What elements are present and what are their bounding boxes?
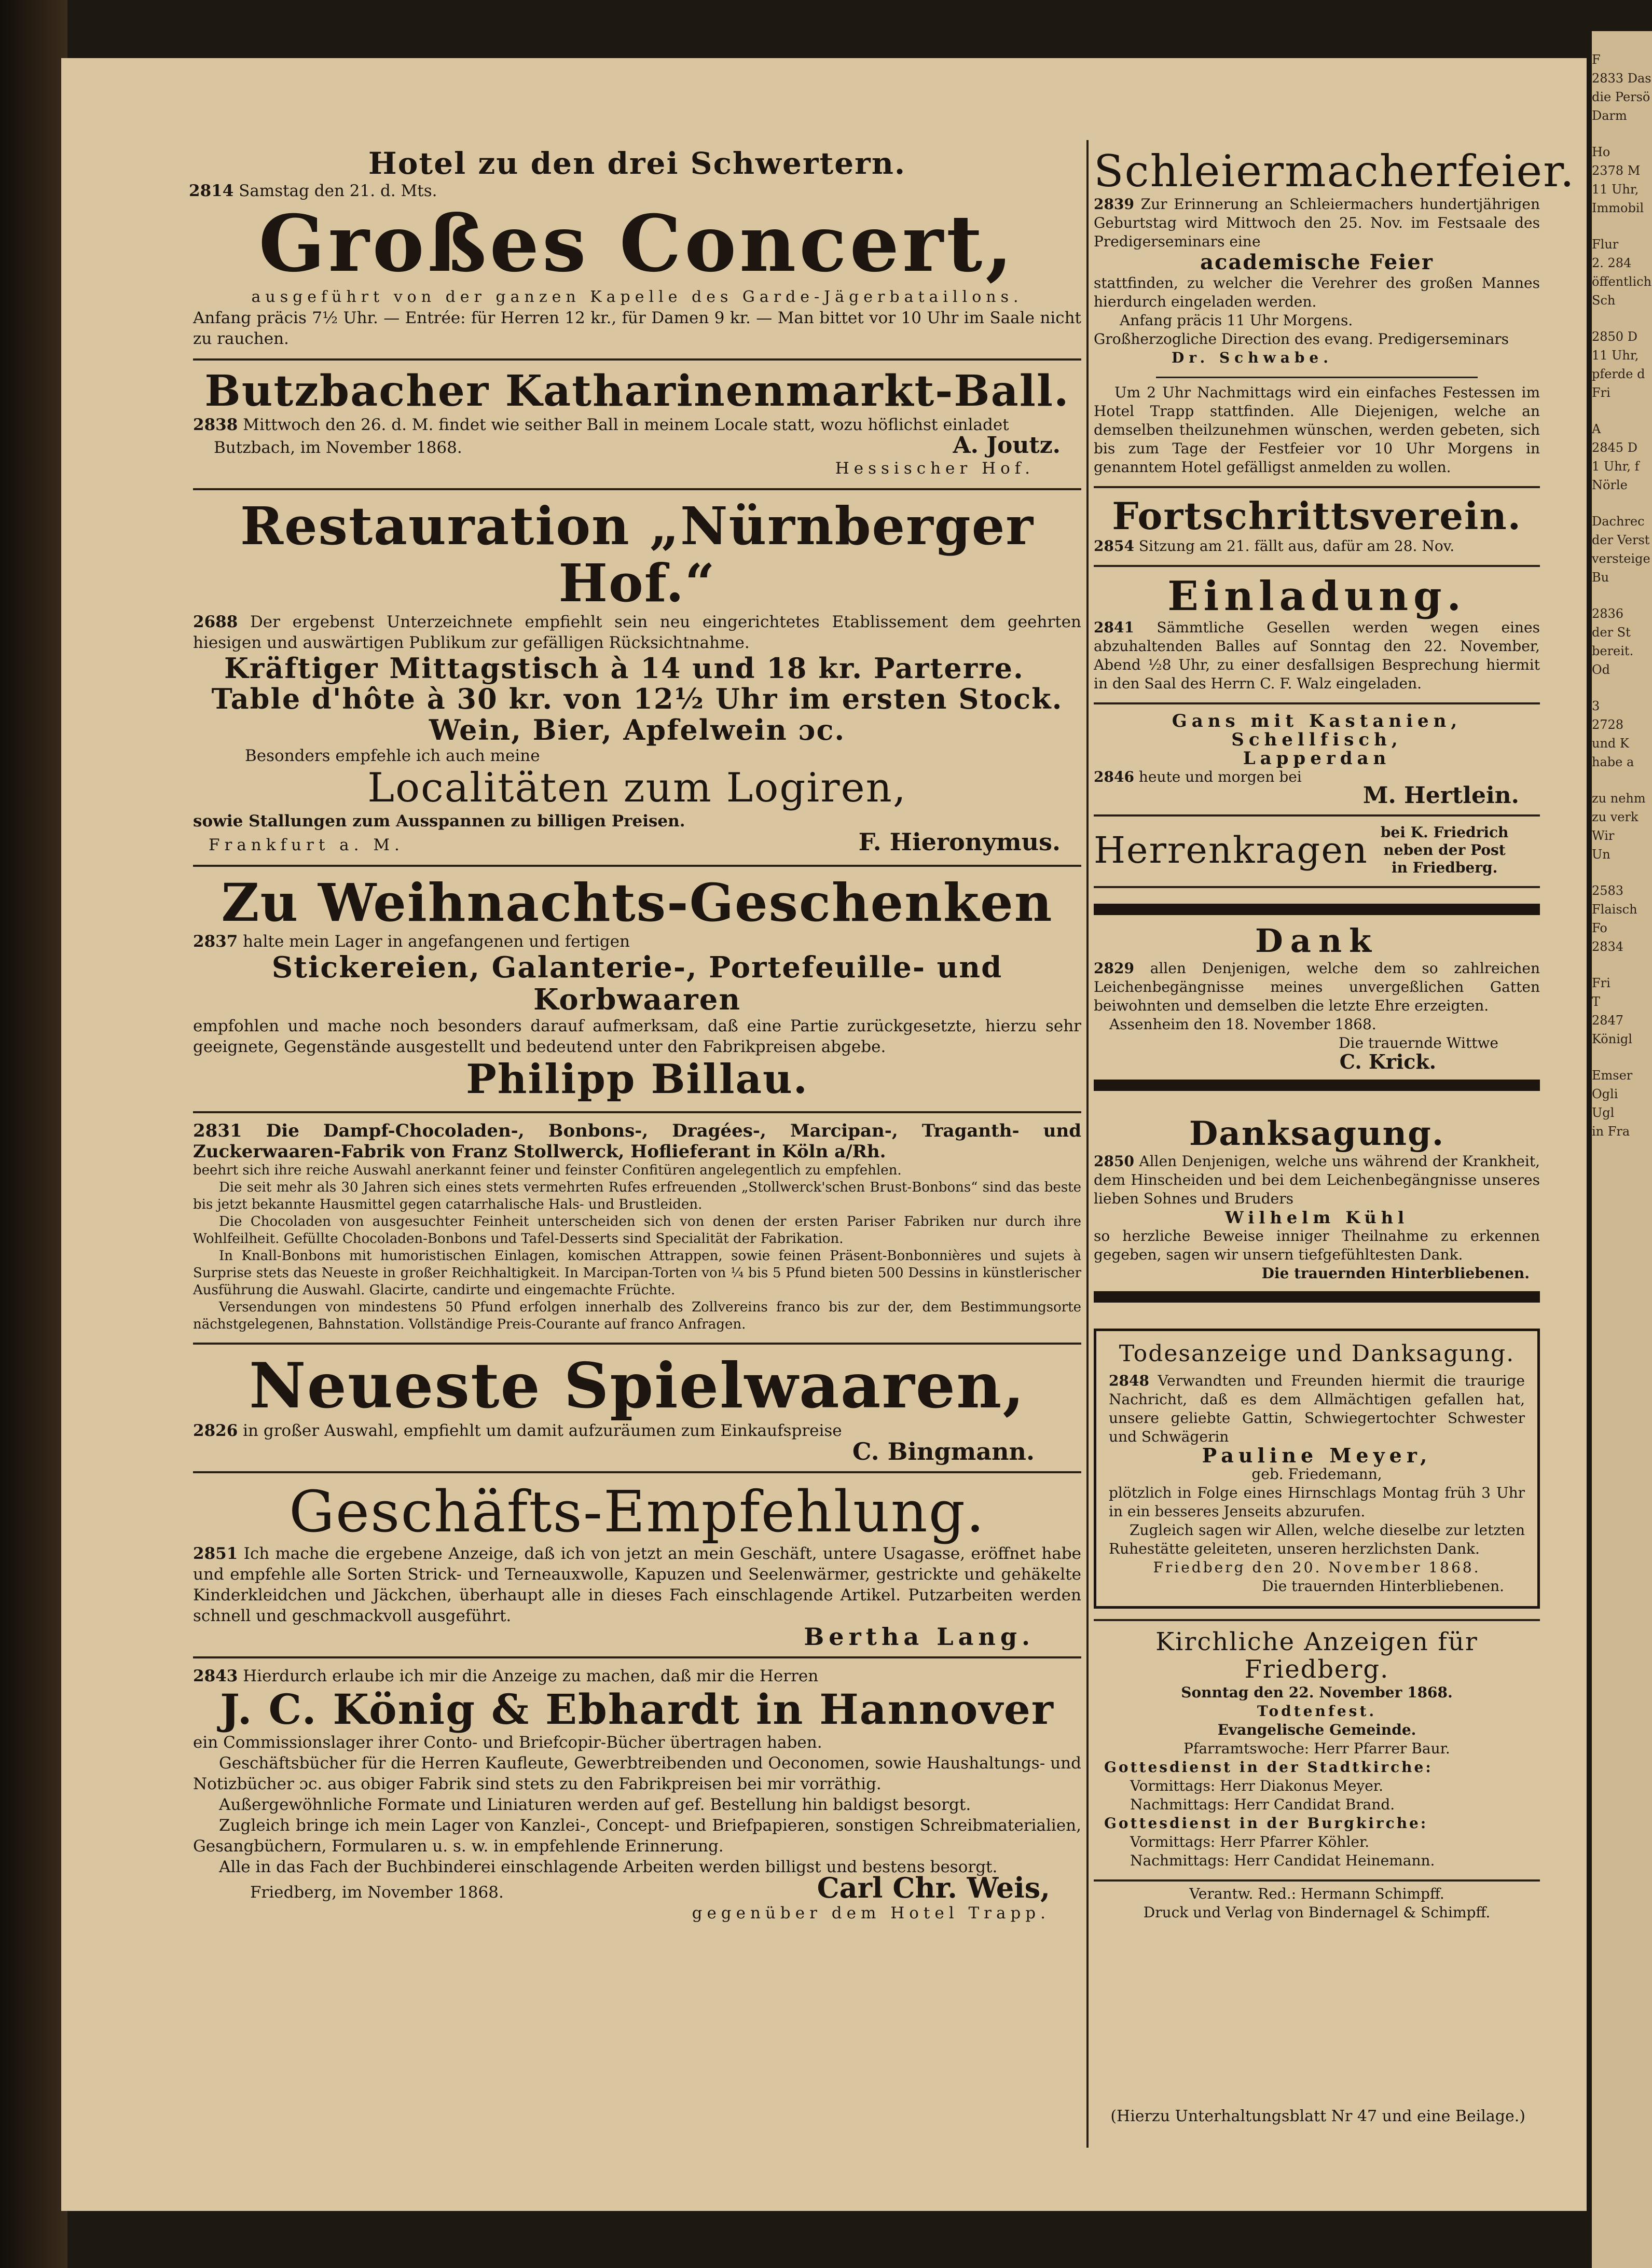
spiel-text: in großer Auswahl, empfiehlt um damit aufzuräumen zum Einkaufspreise bbox=[243, 1421, 842, 1440]
schleier-title: Schleiermacherfeier. bbox=[1094, 146, 1575, 197]
strip-fragment: versteige bbox=[1592, 551, 1650, 566]
kragen-line-1: bei K. Friedrich bbox=[1380, 824, 1509, 841]
black-rule bbox=[1094, 904, 1540, 915]
strip-fragment: Fri bbox=[1592, 385, 1610, 400]
weihnacht-signature: Philipp Billau. bbox=[466, 1056, 808, 1103]
restauration-line-6: sowie Stallungen zum Ausspannen zu billigen Preisen. bbox=[193, 811, 685, 831]
left-column bbox=[189, 140, 1082, 1933]
todes-place: Friedberg den 20. November 1868. bbox=[1153, 1559, 1481, 1576]
ball-signature: A. Joutz. bbox=[953, 432, 1061, 459]
dank-subtitle: Die trauernde Wittwe bbox=[1339, 1034, 1498, 1052]
schleier-text-4: Großherzogliche Direction des evang. Predigerseminars bbox=[1094, 330, 1509, 348]
koenig-p4: Zugleich bringe ich mein Lager von Kanzlei-, Concept- und Briefpapieren, sonstigen Schreibmaterialien, Gesangbüchern, Formularen u. s. w. in empfehlende Erinnerung. bbox=[193, 1816, 1081, 1856]
stollwerck-head: Die Dampf-Chocoladen-, Bonbons-, Dragées-, Marcipan-, Traganth- und Zuckerwaaren-Fabrik von Franz Stollwerck, Hoflieferant in Köln a/Rh. bbox=[193, 1120, 1081, 1162]
ad-fortschritt bbox=[1094, 488, 1540, 566]
strip-fragment: Bu bbox=[1592, 570, 1609, 585]
spiel-title: Neueste Spielwaaren, bbox=[249, 1349, 1026, 1422]
stollwerck-p1: beehrt sich ihre reiche Auswahl anerkannt feiner und feinster Confitüren angelegentlich zu empfehlen. bbox=[193, 1162, 902, 1178]
danksagung-name: Wilhelm Kühl bbox=[1224, 1207, 1409, 1227]
hotel-date: Samstag den 21. d. Mts. bbox=[239, 181, 437, 200]
strip-fragment: Ho bbox=[1592, 145, 1610, 159]
kragen-line-2: neben der Post bbox=[1383, 841, 1506, 859]
todes-geb: geb. Friedemann, bbox=[1251, 1465, 1382, 1483]
concert-line-2: Anfang präcis 7½ Uhr. — Entrée: für Herren 12 kr., für Damen 9 kr. — Man bittet vor 10 Uhr im Saale nicht zu rauchen. bbox=[193, 308, 1081, 348]
todes-text: Verwandten und Freunden hiermit die traurige Nachricht, daß es dem Allmächtigen gefallen hat, unsere geliebte Gattin, Schwiegertochter Schwester und Schwägerin bbox=[1109, 1372, 1525, 1446]
strip-fragment: und K bbox=[1592, 736, 1629, 751]
strip-fragment: F bbox=[1592, 52, 1601, 67]
dank-signature: C. Krick. bbox=[1339, 1049, 1436, 1073]
strip-fragment: Königl bbox=[1592, 1032, 1632, 1046]
strip-fragment: in Fra bbox=[1592, 1124, 1630, 1139]
todes-text-3: Zugleich sagen wir Allen, welche dieselbe zur letzten Ruhestätte geleiteten, unseren herzlichsten Dank. bbox=[1109, 1522, 1525, 1558]
stollwerck-p2: Die seit mehr als 30 Jahren sich eines stets vermehrten Rufes erfreuenden „Stollwerck'schen Brust-Bonbons“ sind das beste bis jetzt bekannte Hausmittel gegen catarrhalische Hals- und Brustleiden. bbox=[193, 1179, 1081, 1212]
ball-text: Mittwoch den 26. d. M. findet wie seither Ball in meinem Locale statt, wozu höflichst einladet bbox=[243, 415, 1009, 434]
ad-number: 2814 bbox=[189, 181, 234, 200]
ad-stollwerck bbox=[193, 1113, 1081, 1345]
geschaeft-text: Ich mache die ergebene Anzeige, daß ich von jetzt an mein Geschäft, untere Usagasse, eröffnet habe und empfehle alle Sorten Strick- und Terneauxwolle, Kapuzen und Seelenwärmer, gestrickte und gehäkelte Kinderkleidchen und Jäckchen, überhaupt alle in dieses Fach einschlagende Artikel. Putzarbeiten werden schnell und geschmackvoll ausgeführt. bbox=[193, 1544, 1082, 1625]
ad-schleiermacher bbox=[1094, 140, 1575, 488]
koenig-p3: Außergewöhnliche Formate und Liniaturen werden auf gef. Bestellung hin baldigst besorgt. bbox=[219, 1795, 971, 1814]
black-rule bbox=[1094, 1291, 1540, 1303]
ad-number: 2837 bbox=[193, 932, 238, 951]
dank-place: Assenheim den 18. November 1868. bbox=[1109, 1015, 1376, 1033]
strip-fragment: 2378 M bbox=[1592, 163, 1641, 178]
strip-fragment: Fo bbox=[1592, 921, 1607, 935]
gans-line-3: Lapperdan bbox=[1243, 748, 1391, 769]
kirche-stadtkirche: Gottesdienst in der Stadtkirche: bbox=[1104, 1758, 1433, 1776]
ad-hotel-concert bbox=[189, 140, 1081, 361]
ad-number: 2838 bbox=[193, 415, 238, 434]
ad-number: 2688 bbox=[193, 612, 238, 631]
ad-ball bbox=[193, 361, 1081, 490]
koenig-intro: Hierdurch erlaube ich mir die Anzeige zu machen, daß mir die Herren bbox=[243, 1666, 819, 1685]
weihnacht-line: Stickereien, Galanterie-, Portefeuille- und Korbwaaren bbox=[271, 950, 1003, 1017]
strip-fragment: Ogli bbox=[1592, 1087, 1618, 1101]
gans-line-2: Schellfisch, bbox=[1231, 729, 1402, 751]
schleier-text-2: stattfinden, zu welcher die Verehrer des großen Mannes hierdurch eingeladen werden. bbox=[1094, 274, 1540, 311]
ad-todesanzeige bbox=[1094, 1329, 1540, 1609]
danksagung-signature: Die trauernden Hinterbliebenen. bbox=[1261, 1264, 1530, 1282]
koenig-p1: ein Commissionslager ihrer Conto- und Briefcopir-Bücher übertragen haben. bbox=[193, 1733, 822, 1752]
strip-fragment: Fri bbox=[1592, 976, 1610, 990]
koenig-subtitle: gegenüber dem Hotel Trapp. bbox=[692, 1903, 1050, 1923]
stollwerck-p4: In Knall-Bonbons mit humoristischen Einlagen, komischen Attrappen, sowie feinen Präsent-Bonbonnières und sujets à Surprise stets das Neueste in großer Reichhaltigkeit. In Marcipan-Torten von ¼ bis 5 Pfund bieten 500 Dessins in künstlerischer Ausführung die Auswahl. Glacirte, candirte und eingemachte Früchte. bbox=[193, 1248, 1081, 1298]
strip-fragment: öffentlich bbox=[1592, 274, 1652, 289]
dank-title: Dank bbox=[1255, 922, 1379, 960]
strip-fragment: habe a bbox=[1592, 755, 1634, 769]
strip-fragment: Emser bbox=[1592, 1068, 1633, 1083]
ad-number: 2850 bbox=[1094, 1152, 1134, 1170]
strip-fragment: zu verk bbox=[1592, 810, 1639, 824]
todes-text-2: plötzlich in Folge eines Hirnschlags Montag früh 3 Uhr in ein besseres Jenseits abzurufen. bbox=[1109, 1484, 1525, 1520]
koenig-place: Friedberg, im November 1868. bbox=[250, 1883, 504, 1902]
koenig-signature: Carl Chr. Weis, bbox=[817, 1871, 1050, 1904]
todes-title: Todesanzeige und Danksagung. bbox=[1119, 1340, 1515, 1367]
weihnacht-text-1: halte mein Lager in angefangenen und fertigen bbox=[243, 932, 630, 951]
ad-number: 2839 bbox=[1094, 196, 1134, 213]
black-rule bbox=[1094, 1080, 1540, 1091]
geschaeft-title: Geschäfts-Empfehlung. bbox=[289, 1478, 985, 1545]
todes-signature: Die trauernden Hinterbliebenen. bbox=[1262, 1578, 1504, 1595]
strip-fragment: Immobil bbox=[1592, 201, 1644, 215]
strip-fragment: 2583 bbox=[1592, 883, 1624, 898]
concert-line-1: ausgeführt von der ganzen Kapelle des Garde-Jägerbataillons. bbox=[251, 287, 1023, 306]
strip-fragment: 1 Uhr, f bbox=[1592, 459, 1640, 474]
einladung-title: Einladung. bbox=[1167, 572, 1466, 620]
book-spine bbox=[0, 0, 67, 2268]
restauration-signature: F. Hieronymus. bbox=[858, 827, 1061, 856]
weihnacht-title: Zu Weihnachts-Geschenken bbox=[221, 872, 1053, 933]
restauration-line-4: Besonders empfehle ich auch meine bbox=[245, 746, 540, 766]
ball-title: Butzbacher Katharinenmarkt-Ball. bbox=[204, 366, 1070, 416]
footer-druck: Druck und Verlag von Bindernagel & Schimpff. bbox=[1143, 1903, 1491, 1921]
strip-fragment: 2845 D bbox=[1592, 440, 1637, 455]
ad-number: 2826 bbox=[193, 1421, 238, 1440]
right-column bbox=[1094, 140, 1575, 1922]
strip-fragment: 11 Uhr, bbox=[1592, 182, 1639, 197]
kragen-title: Herrenkragen bbox=[1094, 828, 1368, 872]
fortschritt-title: Fortschrittsverein. bbox=[1112, 494, 1522, 538]
ad-number: 2848 bbox=[1109, 1372, 1149, 1390]
strip-fragment: Un bbox=[1592, 847, 1610, 862]
hotel-name: Hotel zu den drei Schwertern. bbox=[368, 146, 906, 181]
strip-fragment: Flaisch bbox=[1592, 902, 1637, 917]
stollwerck-p5: Versendungen von mindestens 50 Pfund erfolgen innerhalb des Zollvereins franco bis zur der, dem Bestimmungsorte nächstgelegenen, Bahnstation. Vollständige Preis-Courante auf franco Anfragen. bbox=[193, 1299, 1081, 1332]
ad-weihnacht bbox=[193, 867, 1081, 1113]
strip-fragment: Ugl bbox=[1592, 1105, 1615, 1120]
strip-fragment: der Verst bbox=[1592, 533, 1650, 547]
ad-number: 2841 bbox=[1094, 619, 1134, 637]
kirche-burg-1: Vormittags: Herr Pfarrer Köhler. bbox=[1130, 1833, 1370, 1850]
dank-text: allen Denjenigen, welche dem so zahlreichen Leichenbegängnisse meines unvergeßlichen Gatten beiwohnten und demselben die letzte Ehre erzeigten. bbox=[1094, 959, 1540, 1014]
danksagung-text-2: so herzliche Beweise inniger Theilnahme zu erkennen gegeben, sagen wir unsern tiefgefühltesten Dank. bbox=[1094, 1227, 1540, 1263]
kirche-fest: Todtenfest. bbox=[1257, 1702, 1377, 1720]
einladung-text: Sämmtliche Gesellen werden wegen eines abzuhaltenden Balles auf Sonntag den 22. November, Abend ½8 Uhr, zu einer desfallsigen Besprechung hiermit in den Saal des Herrn C. F. Walz eingeladen. bbox=[1094, 619, 1540, 693]
ad-koenig bbox=[193, 1658, 1081, 1933]
strip-fragment: Nörle bbox=[1592, 478, 1628, 492]
footer-beilage: (Hierzu Unterhaltungsblatt Nr 47 und eine Beilage.) bbox=[1110, 2107, 1525, 2125]
danksagung-text: Allen Denjenigen, welche uns während der Krankheit, dem Hinscheiden und bei dem Leichenbegängnisse unseres lieben Sohnes und Bruders bbox=[1094, 1152, 1540, 1207]
todes-name: Pauline Meyer, bbox=[1202, 1444, 1432, 1468]
ad-einladung bbox=[1094, 567, 1540, 705]
concert-title: Großes Concert, bbox=[258, 198, 1016, 289]
strip-fragment: 2834 bbox=[1592, 939, 1624, 954]
strip-fragment: der St bbox=[1592, 625, 1631, 640]
kirche-gemeinde: Evangelische Gemeinde. bbox=[1217, 1721, 1416, 1738]
kirche-stadt-1: Vormittags: Herr Diakonus Meyer. bbox=[1130, 1777, 1383, 1794]
geschaeft-signature: Bertha Lang. bbox=[804, 1622, 1035, 1651]
kirche-burgkirche: Gottesdienst in der Burgkirche: bbox=[1104, 1814, 1428, 1832]
strip-fragment: 2847 bbox=[1592, 1013, 1624, 1028]
restauration-title: Restauration „Nürnberger Hof.“ bbox=[240, 495, 1035, 614]
strip-fragment: 3 bbox=[1592, 699, 1600, 713]
fortschritt-text: Sitzung am 21. fällt aus, dafür am 28. Nov. bbox=[1138, 537, 1455, 555]
strip-fragment: 2. 284 bbox=[1592, 256, 1632, 270]
restauration-text: Der ergebenst Unterzeichnete empfiehlt sein neu eingerichtetes Etablissement dem geehrten hiesigen und auswärtigen Publikum zur gefälligen Rücksichtnahme. bbox=[193, 612, 1082, 652]
footer-red: Verantw. Red.: Hermann Schimpff. bbox=[1189, 1885, 1444, 1902]
ad-number: 2854 bbox=[1094, 537, 1134, 555]
strip-fragment: die Persö bbox=[1592, 90, 1650, 104]
strip-fragment: 2833 Das bbox=[1592, 71, 1651, 86]
strip-fragment: Wir bbox=[1592, 828, 1615, 843]
koenig-title: J. C. König & Ebhardt in Hannover bbox=[220, 1684, 1054, 1734]
ball-place: Butzbach, im November 1868. bbox=[214, 438, 462, 457]
strip-fragment: bereit. bbox=[1592, 644, 1634, 658]
kirche-woche: Pfarramtswoche: Herr Pfarrer Baur. bbox=[1183, 1739, 1450, 1757]
strip-fragment: Flur bbox=[1592, 237, 1619, 252]
restauration-place: Frankfurt a. M. bbox=[209, 835, 404, 854]
gans-signature: M. Hertlein. bbox=[1362, 782, 1519, 809]
schleier-signature: Dr. Schwabe. bbox=[1172, 349, 1333, 367]
kirche-title: Kirchliche Anzeigen für Friedberg. bbox=[1155, 1627, 1478, 1684]
kirche-burg-2: Nachmittags: Herr Candidat Heinemann. bbox=[1130, 1851, 1435, 1869]
schleier-text-3: Anfang präcis 11 Uhr Morgens. bbox=[1120, 312, 1353, 329]
ad-danksagung bbox=[1094, 1109, 1540, 1320]
strip-fragment: pferde d bbox=[1592, 367, 1645, 381]
strip-fragment: Od bbox=[1592, 662, 1610, 677]
restauration-line-2: Table d'hôte à 30 kr. von 12½ Uhr im ersten Stock. bbox=[211, 682, 1063, 716]
strip-fragment: Sch bbox=[1592, 293, 1616, 308]
ad-number: 2846 bbox=[1094, 768, 1134, 786]
strip-fragment: zu nehm bbox=[1592, 791, 1646, 806]
kragen-line-3: in Friedberg. bbox=[1391, 859, 1498, 877]
ad-herrenkragen bbox=[1094, 817, 1540, 888]
ball-subtitle: Hessischer Hof. bbox=[835, 459, 1035, 478]
ad-number: 2831 bbox=[193, 1120, 242, 1141]
danksagung-title: Danksagung. bbox=[1189, 1114, 1445, 1153]
ad-gans bbox=[1094, 704, 1540, 817]
strip-fragment: 2728 bbox=[1592, 717, 1624, 732]
restauration-line-5: Localitäten zum Logiren, bbox=[367, 765, 907, 812]
restauration-line-1: Kräftiger Mittagstisch à 14 und 18 kr. Parterre. bbox=[224, 651, 1024, 685]
strip-fragment: Dachrec bbox=[1592, 514, 1645, 529]
ad-number: 2851 bbox=[193, 1544, 238, 1563]
column-divider bbox=[1086, 140, 1089, 2148]
stollwerck-p3: Die Chocoladen von ausgesuchter Feinheit unterscheiden sich von denen der ersten Pariser Fabriken nur durch ihre Wohlfeilheit. Gefüllte Chocoladen-Bonbons und Tafel-Desserts sind Specialität der Fabrikation. bbox=[193, 1213, 1081, 1247]
strip-fragment: 11 Uhr, bbox=[1592, 348, 1639, 363]
strip-fragment: A bbox=[1592, 422, 1601, 436]
ad-number: 2843 bbox=[193, 1666, 238, 1685]
ad-geschaeft bbox=[193, 1473, 1081, 1658]
facing-page-strip bbox=[1592, 31, 1652, 1139]
ad-kirchliche-anzeigen bbox=[1094, 1619, 1540, 1882]
restauration-line-3: Wein, Bier, Apfelwein ɔc. bbox=[429, 713, 846, 746]
kirche-date: Sonntag den 22. November 1868. bbox=[1181, 1683, 1453, 1701]
koenig-p5: Alle in das Fach der Buchbinderei einschlagende Arbeiten werden billigst und bestens besorgt. bbox=[219, 1857, 998, 1876]
gans-text: heute und morgen bei bbox=[1138, 768, 1302, 786]
koenig-p2: Geschäftsbücher für die Herren Kaufleute, Gewerbtreibenden und Oeconomen, sowie Haushaltungs- und Notizbücher ɔc. aus obiger Fabrik sind stets zu den Fabrikpreisen bei mir vorräthig. bbox=[193, 1753, 1081, 1793]
spiel-signature: C. Bingmann. bbox=[852, 1437, 1035, 1465]
gans-line-1: Gans mit Kastanien, bbox=[1172, 711, 1462, 732]
ad-dank bbox=[1094, 888, 1540, 1108]
strip-fragment: Darm bbox=[1592, 108, 1627, 123]
ad-restauration bbox=[193, 490, 1081, 867]
ad-spielwaaren bbox=[193, 1345, 1081, 1473]
schleier-text: Zur Erinnerung an Schleiermachers hundertjährigen Geburtstag wird Mittwoch den 25. Nov. im Festsaale des Predigerseminars eine bbox=[1094, 196, 1540, 251]
kirche-stadt-2: Nachmittags: Herr Candidat Brand. bbox=[1130, 1795, 1395, 1813]
schleier-text-5: Um 2 Uhr Nachmittags wird ein einfaches Festessen im Hotel Trapp stattfinden. Alle Diejenigen, welche an demselben theilzunehmen wünschen, werden gebeten, sich bis zum Tage der Festfeier vor 10 Uhr Morgens in genanntem Hotel gefälligst anmelden zu wollen. bbox=[1094, 384, 1540, 476]
schleier-mid: academische Feier bbox=[1200, 250, 1434, 275]
strip-fragment: 2836 bbox=[1592, 606, 1624, 621]
ad-number: 2829 bbox=[1094, 959, 1134, 977]
strip-fragment: T bbox=[1592, 994, 1601, 1009]
weihnacht-text-2: empfohlen und mache noch besonders darauf aufmerksam, daß eine Partie zurückgesetzte, hierzu sehr geeignete, Gegenstände ausgestellt und bedeutend unter den Fabrikpreisen abgebe. bbox=[193, 1017, 1081, 1057]
strip-fragment: 2850 D bbox=[1592, 329, 1637, 344]
